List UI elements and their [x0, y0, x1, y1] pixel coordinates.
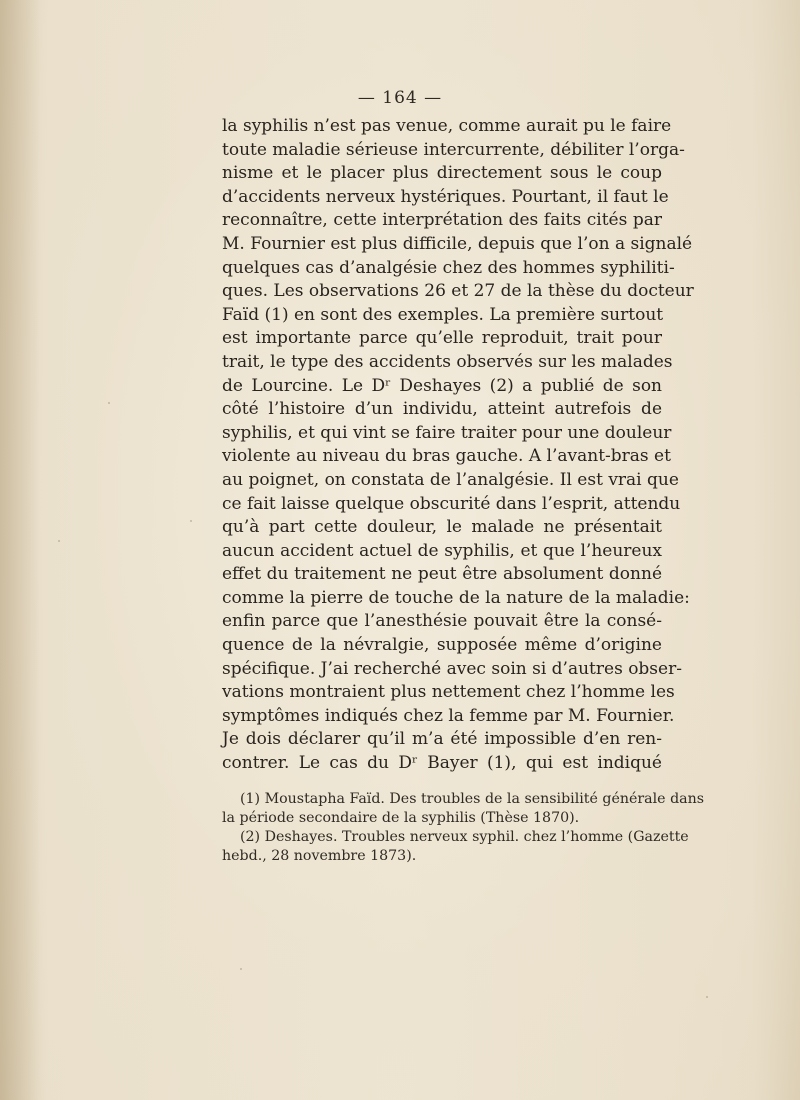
body-line: enfin parce que l’anesthésie pouvait être la consé-: [222, 611, 662, 632]
body-line: ce fait laisse quelque obscurité dans l’esprit, attendu: [222, 493, 681, 514]
body-line: spécifique. J’ai recherché avec soin si d’autres obser-: [222, 658, 682, 679]
body-line: est importante parce qu’elle reproduit, trait pour: [222, 328, 662, 349]
body-line: trait, le type des accidents observés sur les malades: [222, 351, 673, 372]
body-line: Je dois déclarer qu’il m’a été impossible d’en ren-: [222, 729, 662, 750]
body-line: reconnaître, cette interprétation des faits cités par: [222, 210, 662, 231]
body-line: aucun accident actuel de syphilis, et que l’heureux: [222, 540, 662, 561]
footnote-line: la période secondaire de la syphilis (Thèse 1870).: [222, 810, 580, 826]
body-line: ques. Les observations 26 et 27 de la thèse du docteur: [222, 281, 694, 302]
paper-speck: [706, 996, 708, 998]
paper-speck: [240, 968, 242, 970]
body-line: symptômes indiqués chez la femme par M. Fournier.: [222, 705, 675, 726]
body-line: quence de la névralgie, supposée même d’origine: [222, 635, 662, 656]
body-line: comme la pierre de touche de la nature de la maladie:: [222, 587, 690, 608]
body-text: [222, 115, 694, 776]
body-line: vations montraient plus nettement chez l’homme les: [222, 682, 675, 703]
paper-speck: [108, 402, 110, 404]
body-line: syphilis, et qui vint se faire traiter pour une douleur: [222, 422, 672, 443]
body-line: violente au niveau du bras gauche. A l’avant-bras et: [222, 446, 671, 467]
page-edge-shadow: [0, 0, 40, 1100]
body-line: toute maladie sérieuse intercurrente, débiliter l’orga-: [222, 139, 685, 160]
body-line: quelques cas d’analgésie chez des hommes syphiliti-: [222, 257, 675, 278]
body-line: de Lourcine. Le Dʳ Deshayes (2) a publié de son: [222, 375, 662, 396]
footnotes: [222, 790, 705, 866]
body-line: la syphilis n’est pas venue, comme aurait pu le faire: [222, 116, 672, 136]
body-line: nisme et le placer plus directement sous le coup: [222, 163, 662, 184]
body-line: qu’à part cette douleur, le malade ne présentait: [222, 517, 662, 538]
body-line: contrer. Le cas du Dʳ Bayer (1), qui est indiqué: [222, 753, 662, 774]
body-line: d’accidents nerveux hystériques. Pourtant, il faut le: [222, 186, 669, 207]
body-line: côté l’histoire d’un individu, atteint autrefois de: [222, 399, 662, 420]
body-line: M. Fournier est plus difficile, depuis que l’on a signalé: [222, 233, 693, 254]
footnote-line: (2) Deshayes. Troubles nerveux syphil. chez l’homme (Gazette: [240, 829, 689, 845]
paper-speck: [190, 520, 192, 522]
paper-speck: [58, 540, 60, 542]
body-line: effet du traitement ne peut être absolument donné: [222, 564, 662, 585]
footnote-line: (1) Moustapha Faïd. Des troubles de la sensibilité générale dans: [240, 791, 705, 807]
body-line: Faïd (1) en sont des exemples. La première surtout: [222, 304, 664, 325]
body-line: au poignet, on constata de l’analgésie. Il est vrai que: [222, 469, 679, 490]
page-number: — 164 —: [357, 88, 443, 108]
footnote-line: hebd., 28 novembre 1873).: [222, 848, 417, 864]
